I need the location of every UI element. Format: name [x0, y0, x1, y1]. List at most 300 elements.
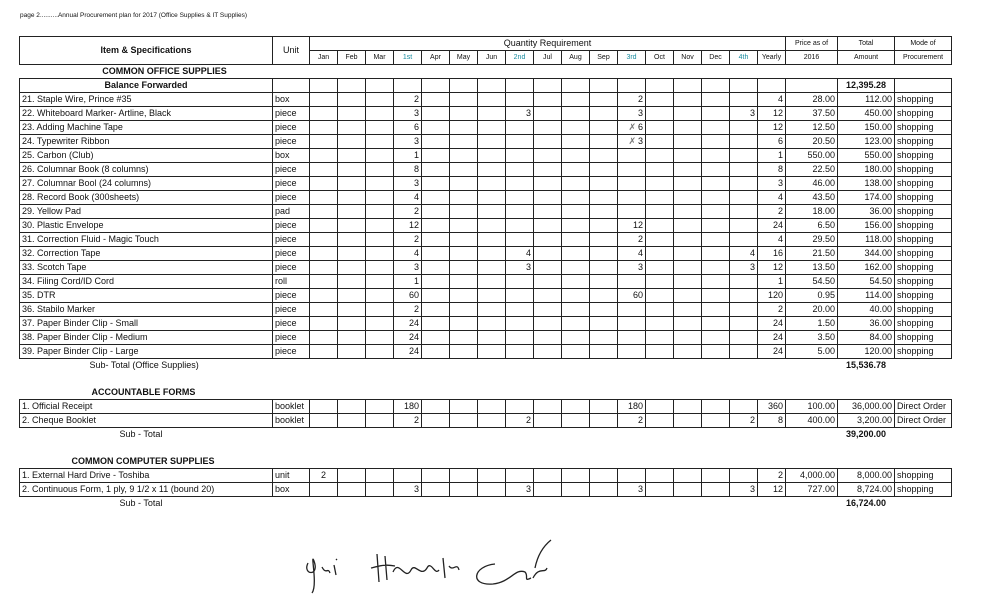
price-cell: 28.00: [786, 93, 838, 107]
qty-cell: [450, 289, 478, 303]
price-cell: 12.50: [786, 121, 838, 135]
month-header: 4th: [730, 51, 758, 65]
qty-cell: [562, 93, 590, 107]
qty-cell: 24: [394, 331, 422, 345]
qty-cell: [562, 247, 590, 261]
subtotal-row: [20, 428, 952, 442]
subtotal-row: [20, 497, 952, 511]
unit-cell: piece: [273, 107, 310, 121]
item-cell: 36. Stabilo Marker: [20, 303, 273, 317]
qty-cell: [674, 149, 702, 163]
qty-cell: [534, 93, 562, 107]
qty-cell: [478, 289, 506, 303]
qty-cell: [674, 303, 702, 317]
qty-cell: [366, 289, 394, 303]
qty-cell: [702, 331, 730, 345]
unit-cell: piece: [273, 163, 310, 177]
balance-value: 12,395.28: [838, 79, 895, 93]
price-header-line2: 2016: [786, 51, 838, 65]
month-header: Jul: [534, 51, 562, 65]
qty-cell: [730, 289, 758, 303]
price-cell: 22.50: [786, 163, 838, 177]
qty-cell: [590, 247, 618, 261]
qty-cell: 180: [394, 400, 422, 414]
qty-cell: 2: [394, 93, 422, 107]
qty-cell: [338, 121, 366, 135]
qty-cell: [422, 400, 450, 414]
qty-cell: [730, 469, 758, 483]
total-cell: 120.00: [838, 345, 895, 359]
qty-cell: [366, 275, 394, 289]
total-cell: 36.00: [838, 205, 895, 219]
qty-cell: [478, 469, 506, 483]
qty-cell: [562, 483, 590, 497]
total-cell: 36.00: [838, 317, 895, 331]
price-header-line1: Price as of: [786, 37, 838, 51]
unit-cell: piece: [273, 247, 310, 261]
total-cell: 150.00: [838, 121, 895, 135]
qty-cell: [730, 121, 758, 135]
price-cell: 21.50: [786, 247, 838, 261]
total-cell: 118.00: [838, 233, 895, 247]
qty-cell: 2: [394, 414, 422, 428]
qty-cell: 2: [618, 93, 646, 107]
qty-cell: [450, 414, 478, 428]
qty-cell: [590, 93, 618, 107]
mode-cell: shopping: [895, 247, 952, 261]
qty-cell: [478, 275, 506, 289]
mode-cell: shopping: [895, 135, 952, 149]
item-cell: 28. Record Book (300sheets): [20, 191, 273, 205]
table-row: [20, 317, 952, 331]
qty-cell: [506, 469, 534, 483]
qty-cell: [618, 177, 646, 191]
yearly-cell: 8: [758, 163, 786, 177]
qty-cell: [562, 205, 590, 219]
qty-cell: [618, 317, 646, 331]
qty-cell: [590, 483, 618, 497]
qty-cell: [730, 331, 758, 345]
qty-cell: [338, 275, 366, 289]
qty-cell: [730, 233, 758, 247]
month-header: May: [450, 51, 478, 65]
yearly-cell: 2: [758, 205, 786, 219]
qty-cell: [422, 163, 450, 177]
item-cell: 27. Columnar Bool (24 columns): [20, 177, 273, 191]
qty-cell: [310, 289, 338, 303]
qty-cell: 2: [394, 233, 422, 247]
qty-cell: [310, 275, 338, 289]
qty-cell: [534, 135, 562, 149]
total-header-line2: Amount: [838, 51, 895, 65]
qty-cell: [534, 149, 562, 163]
total-cell: 40.00: [838, 303, 895, 317]
qty-cell: 2: [394, 303, 422, 317]
qty-cell: 3: [618, 107, 646, 121]
total-cell: 450.00: [838, 107, 895, 121]
qty-cell: [506, 191, 534, 205]
qty-cell: [618, 303, 646, 317]
qty-cell: [702, 149, 730, 163]
qty-cell: [618, 163, 646, 177]
qty-cell: [534, 483, 562, 497]
qty-cell: [478, 317, 506, 331]
qty-cell: 2: [618, 414, 646, 428]
qty-cell: [506, 149, 534, 163]
qty-cell: [506, 135, 534, 149]
qty-cell: [366, 303, 394, 317]
month-header: Oct: [646, 51, 674, 65]
qty-cell: [646, 275, 674, 289]
qty-cell: [674, 317, 702, 331]
table-row: [20, 275, 952, 289]
unit-cell: box: [273, 149, 310, 163]
qty-cell: [338, 219, 366, 233]
qty-cell: [422, 93, 450, 107]
qty-cell: 3: [394, 107, 422, 121]
table-row: [20, 219, 952, 233]
table-row: [20, 400, 952, 414]
yearly-cell: 24: [758, 331, 786, 345]
qty-cell: [674, 247, 702, 261]
qty-cell: [310, 247, 338, 261]
qty-cell: [674, 135, 702, 149]
qty-cell: [478, 261, 506, 275]
qty-cell: [730, 205, 758, 219]
qty-cell: [702, 177, 730, 191]
item-cell: 37. Paper Binder Clip - Small: [20, 317, 273, 331]
item-cell: 32. Correction Tape: [20, 247, 273, 261]
qty-cell: [450, 135, 478, 149]
qty-cell: [646, 121, 674, 135]
qty-cell: [674, 331, 702, 345]
qty-cell: 2: [310, 469, 338, 483]
total-cell: 162.00: [838, 261, 895, 275]
qty-cell: 60: [618, 289, 646, 303]
item-cell: 2. Continuous Form, 1 ply, 9 1/2 x 11 (bound 20): [20, 483, 273, 497]
qty-cell: [366, 107, 394, 121]
subtotal-value-forms: 39,200.00: [845, 429, 887, 439]
qty-cell: [618, 331, 646, 345]
total-cell: 156.00: [838, 219, 895, 233]
qty-cell: [422, 469, 450, 483]
item-cell: 29. Yellow Pad: [20, 205, 273, 219]
qty-cell: [338, 177, 366, 191]
section-title-forms: ACCOUNTABLE FORMS: [91, 387, 196, 397]
qty-cell: [534, 247, 562, 261]
table-row: [20, 177, 952, 191]
qty-cell: [590, 219, 618, 233]
qty-cell: [674, 345, 702, 359]
qty-cell: [646, 331, 674, 345]
qty-cell: [310, 483, 338, 497]
qty-cell: [310, 163, 338, 177]
total-cell: 3,200.00: [838, 414, 895, 428]
qty-cell: [674, 121, 702, 135]
qty-cell: 12: [618, 219, 646, 233]
qty-cell: [450, 163, 478, 177]
qty-cell: [506, 121, 534, 135]
mode-cell: shopping: [895, 121, 952, 135]
qty-cell: [506, 233, 534, 247]
qty-cell: [702, 121, 730, 135]
qty-cell: [562, 275, 590, 289]
qty-cell: 3: [506, 261, 534, 275]
qty-cell: [590, 149, 618, 163]
unit-cell: piece: [273, 233, 310, 247]
qty-cell: [702, 107, 730, 121]
qty-cell: [674, 469, 702, 483]
qty-cell: [338, 191, 366, 205]
qty-cell: [562, 121, 590, 135]
mode-cell: shopping: [895, 275, 952, 289]
qty-cell: 60: [394, 289, 422, 303]
qty-cell: [618, 191, 646, 205]
qty-cell: [534, 469, 562, 483]
total-cell: 54.50: [838, 275, 895, 289]
qty-cell: [478, 219, 506, 233]
qty-cell: [730, 149, 758, 163]
unit-cell: piece: [273, 303, 310, 317]
qty-cell: [478, 135, 506, 149]
qty-cell: [702, 317, 730, 331]
qty-cell: [702, 247, 730, 261]
qty-cell: [702, 275, 730, 289]
qty-cell: [590, 400, 618, 414]
qty-cell: [618, 345, 646, 359]
qty-cell: [674, 275, 702, 289]
qty-cell: [590, 261, 618, 275]
qty-cell: [478, 400, 506, 414]
qty-cell: [674, 400, 702, 414]
month-header: Aug: [562, 51, 590, 65]
qty-cell: [366, 205, 394, 219]
price-cell: 6.50: [786, 219, 838, 233]
qty-cell: [450, 345, 478, 359]
qty-cell: [338, 414, 366, 428]
unit-cell: piece: [273, 317, 310, 331]
item-cell: 34. Filing Cord/ID Cord: [20, 275, 273, 289]
qty-cell: [562, 289, 590, 303]
unit-cell: piece: [273, 121, 310, 135]
qty-cell: 180: [618, 400, 646, 414]
qty-cell: [478, 93, 506, 107]
qty-cell: [506, 163, 534, 177]
qty-cell: [450, 205, 478, 219]
qty-cell: [590, 205, 618, 219]
unit-cell: piece: [273, 289, 310, 303]
qty-cell: [562, 135, 590, 149]
total-cell: 114.00: [838, 289, 895, 303]
qty-cell: [702, 163, 730, 177]
qty-cell: [366, 247, 394, 261]
month-header: 3rd: [618, 51, 646, 65]
qty-cell: [646, 233, 674, 247]
unit-cell: pad: [273, 205, 310, 219]
qty-value: 3: [637, 136, 643, 146]
qty-cell: 3: [618, 483, 646, 497]
table-row: [20, 107, 952, 121]
qty-cell: [478, 345, 506, 359]
qty-cell: [506, 275, 534, 289]
yearly-cell: 120: [758, 289, 786, 303]
qty-cell: [674, 163, 702, 177]
subtotal-value-computer: 16,724.00: [845, 498, 887, 508]
qty-cell: [702, 219, 730, 233]
table-row: [20, 121, 952, 135]
total-header-line1: Total: [838, 37, 895, 51]
price-cell: 37.50: [786, 107, 838, 121]
qty-cell: [702, 345, 730, 359]
mode-header-line2: Procurement: [895, 51, 952, 65]
yearly-cell: 1: [758, 149, 786, 163]
qty-cell: [366, 414, 394, 428]
price-cell: 1.50: [786, 317, 838, 331]
qty-cell: [646, 149, 674, 163]
qty-cell: [646, 289, 674, 303]
month-header: Jan: [310, 51, 338, 65]
qty-cell: [674, 107, 702, 121]
qty-cell: [450, 107, 478, 121]
yearly-cell: 12: [758, 107, 786, 121]
price-cell: 4,000.00: [786, 469, 838, 483]
price-cell: 54.50: [786, 275, 838, 289]
quantity-header: Quantity Requirement: [310, 37, 786, 51]
item-cell: 26. Columnar Book (8 columns): [20, 163, 273, 177]
mode-cell: shopping: [895, 107, 952, 121]
qty-cell: [590, 303, 618, 317]
qty-cell: [310, 177, 338, 191]
section-header: [20, 455, 952, 469]
qty-cell: [450, 149, 478, 163]
qty-cell: [562, 469, 590, 483]
unit-cell: box: [273, 483, 310, 497]
qty-cell: [562, 345, 590, 359]
qty-cell: [450, 93, 478, 107]
subtotal-label-computer: Sub - Total: [119, 498, 163, 508]
month-header: 1st: [394, 51, 422, 65]
qty-cell: [366, 345, 394, 359]
qty-cell: [674, 177, 702, 191]
qty-cell: [366, 135, 394, 149]
mode-cell: shopping: [895, 261, 952, 275]
qty-cell: [422, 177, 450, 191]
qty-cell: [422, 247, 450, 261]
qty-cell: [646, 345, 674, 359]
qty-cell: [674, 261, 702, 275]
qty-cell: [450, 469, 478, 483]
qty-cell: [422, 205, 450, 219]
qty-cell: [478, 149, 506, 163]
mode-cell: shopping: [895, 317, 952, 331]
page-caption: page 2..........Annual Procurement plan for 2017 (Office Supplies & IT Supplies): [20, 12, 248, 19]
qty-cell: [730, 93, 758, 107]
qty-cell: [674, 414, 702, 428]
item-cell: 22. Whiteboard Marker- Artline, Black: [20, 107, 273, 121]
qty-cell: 4: [394, 191, 422, 205]
qty-cell: [506, 400, 534, 414]
qty-cell: [394, 469, 422, 483]
qty-cell: 3: [506, 483, 534, 497]
qty-cell: [590, 469, 618, 483]
qty-cell: [534, 163, 562, 177]
month-header: Feb: [338, 51, 366, 65]
qty-cell: [422, 135, 450, 149]
qty-cell: [338, 93, 366, 107]
qty-cell: [702, 483, 730, 497]
qty-cell: [506, 289, 534, 303]
mode-cell: shopping: [895, 331, 952, 345]
qty-cell: [310, 233, 338, 247]
qty-cell: [310, 317, 338, 331]
table-row: [20, 289, 952, 303]
qty-cell: 2: [506, 414, 534, 428]
qty-cell: [506, 177, 534, 191]
qty-cell: [450, 219, 478, 233]
yearly-cell: 16: [758, 247, 786, 261]
price-cell: 13.50: [786, 261, 838, 275]
unit-cell: roll: [273, 275, 310, 289]
item-cell: 1. Official Receipt: [20, 400, 273, 414]
qty-cell: [366, 149, 394, 163]
qty-cell: [506, 219, 534, 233]
qty-cell: [646, 135, 674, 149]
header-row-1: [20, 37, 952, 51]
item-cell: 21. Staple Wire, Prince #35: [20, 93, 273, 107]
table-row: [20, 345, 952, 359]
section-title-office: COMMON OFFICE SUPPLIES: [102, 66, 227, 76]
qty-cell: [702, 205, 730, 219]
mode-cell: shopping: [895, 289, 952, 303]
qty-cell: [674, 219, 702, 233]
qty-cell: 3: [730, 483, 758, 497]
qty-cell: [450, 121, 478, 135]
qty-cell: [618, 149, 646, 163]
mode-cell: shopping: [895, 483, 952, 497]
table-row: [20, 93, 952, 107]
table-row: [20, 469, 952, 483]
qty-cell: [646, 317, 674, 331]
qty-cell: [674, 289, 702, 303]
qty-cell: [366, 163, 394, 177]
qty-cell: [310, 149, 338, 163]
item-cell: 24. Typewriter Ribbon: [20, 135, 273, 149]
qty-cell: [310, 219, 338, 233]
item-cell: 25. Carbon (Club): [20, 149, 273, 163]
qty-cell: [478, 247, 506, 261]
month-header: Mar: [366, 51, 394, 65]
qty-cell: [478, 303, 506, 317]
month-header: Yearly: [758, 51, 786, 65]
signature-2: [365, 548, 465, 588]
qty-cell: [702, 135, 730, 149]
qty-cell: 2: [618, 233, 646, 247]
month-header: Jun: [478, 51, 506, 65]
price-cell: 5.00: [786, 345, 838, 359]
qty-cell: [674, 205, 702, 219]
yearly-cell: 24: [758, 317, 786, 331]
qty-cell: 1: [394, 275, 422, 289]
qty-cell: [478, 331, 506, 345]
qty-cell: [450, 303, 478, 317]
qty-cell: [422, 191, 450, 205]
qty-cell: [506, 331, 534, 345]
table-row: [20, 163, 952, 177]
qty-cell: [366, 483, 394, 497]
qty-cell: [338, 317, 366, 331]
qty-cell: [534, 205, 562, 219]
month-header: Sep: [590, 51, 618, 65]
